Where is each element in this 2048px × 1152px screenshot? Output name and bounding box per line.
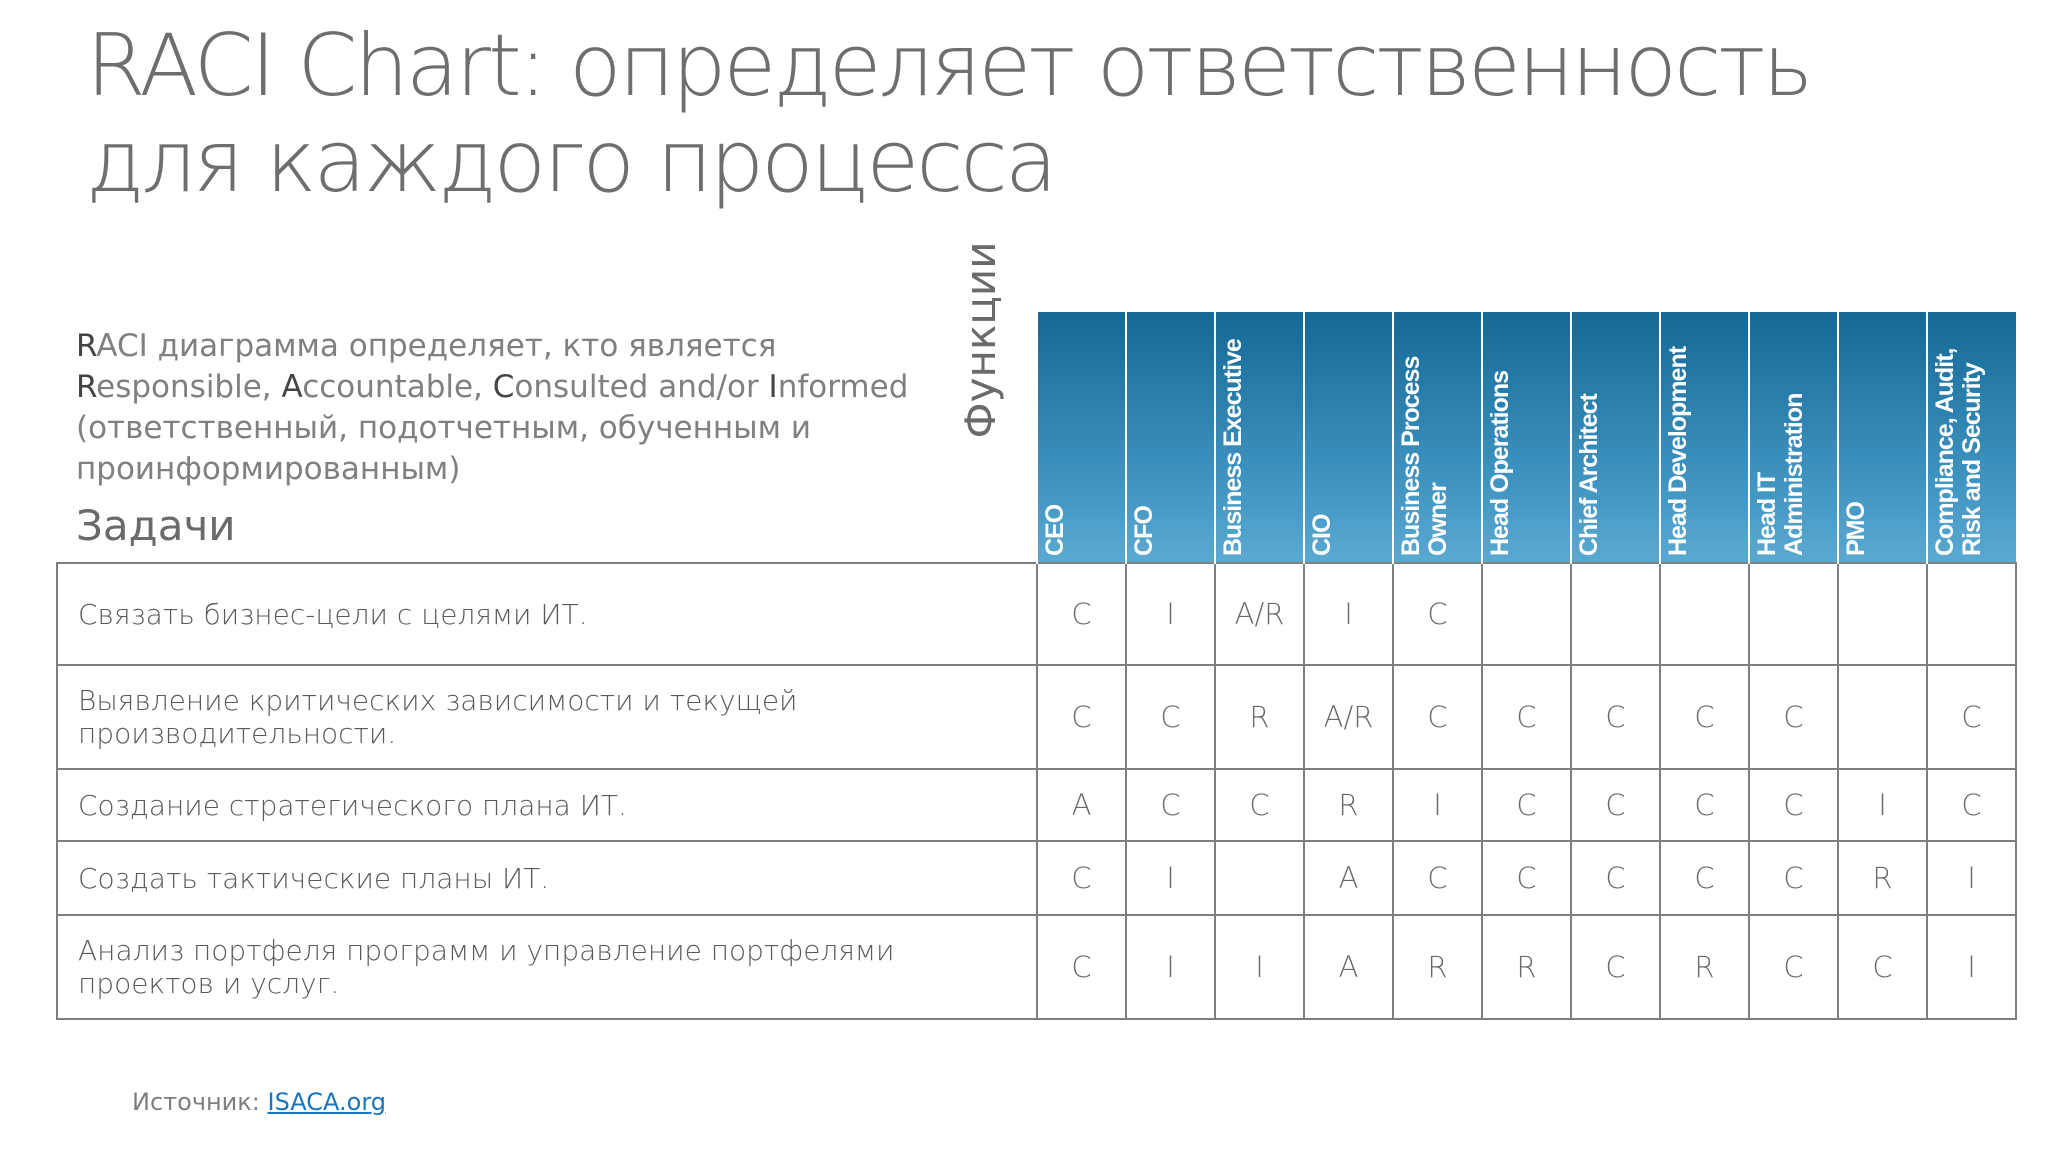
role-header xyxy=(1037,312,1126,563)
intro-fragment: nformed (ответственный, подотчетным, обученным и проинформированным) xyxy=(76,369,909,487)
raci-cell: I xyxy=(1304,563,1393,665)
intro-fragment: onsulted and/or xyxy=(514,369,769,405)
raci-cell xyxy=(1927,563,2016,665)
raci-cell: C xyxy=(1393,665,1482,769)
raci-cell: I xyxy=(1838,769,1927,841)
intro-fragment: ccountable, xyxy=(302,369,493,405)
role-label: CIO xyxy=(1308,514,1336,556)
intro-initial: A xyxy=(281,369,303,405)
raci-cell: C xyxy=(1571,665,1660,769)
raci-cell xyxy=(1215,841,1304,915)
role-label: Business Executive xyxy=(1219,339,1247,556)
raci-cell: I xyxy=(1393,769,1482,841)
raci-cell xyxy=(1660,563,1749,665)
raci-cell: C xyxy=(1393,563,1482,665)
raci-cell xyxy=(1482,563,1571,665)
intro-fragment: esponsible, xyxy=(96,369,282,405)
role-label: CEO xyxy=(1041,504,1069,556)
table-row xyxy=(57,769,2016,841)
task-cell: Анализ портфеля программ и управление портфелями проектов и услуг. xyxy=(57,915,1037,1019)
raci-cell: I xyxy=(1927,915,2016,1019)
raci-cell: C xyxy=(1126,769,1215,841)
role-header xyxy=(1393,312,1482,563)
raci-cell: R xyxy=(1215,665,1304,769)
raci-cell: R xyxy=(1393,915,1482,1019)
task-cell: Связать бизнес-цели с целями ИТ. xyxy=(57,563,1037,665)
role-label: Head IT Administration xyxy=(1753,393,1808,556)
task-cell: Создать тактические планы ИТ. xyxy=(57,841,1037,915)
raci-cell: C xyxy=(1927,665,2016,769)
role-label: Chief Architect xyxy=(1575,394,1603,556)
raci-cell: I xyxy=(1215,915,1304,1019)
raci-cell: I xyxy=(1126,563,1215,665)
raci-cell: C xyxy=(1838,915,1927,1019)
raci-cell: A/R xyxy=(1215,563,1304,665)
raci-cell: C xyxy=(1749,841,1838,915)
source-label: Источник: xyxy=(132,1088,268,1116)
table-row xyxy=(57,563,2016,665)
raci-cell: C xyxy=(1749,665,1838,769)
page-title: RACI Chart: определяет ответственность для каждого процесса xyxy=(86,16,1811,212)
role-header xyxy=(1660,312,1749,563)
functions-label: Функции xyxy=(956,241,1005,439)
table-row xyxy=(57,915,2016,1019)
header-row xyxy=(57,312,2016,563)
header-corner xyxy=(57,312,1037,563)
raci-cell: C xyxy=(1037,841,1126,915)
raci-cell: A xyxy=(1304,841,1393,915)
raci-cell: R xyxy=(1304,769,1393,841)
raci-cell: C xyxy=(1571,841,1660,915)
raci-cell xyxy=(1838,665,1927,769)
role-header xyxy=(1571,312,1660,563)
raci-cell: C xyxy=(1482,841,1571,915)
task-cell: Создание стратегического плана ИТ. xyxy=(57,769,1037,841)
raci-cell: C xyxy=(1037,915,1126,1019)
role-header xyxy=(1749,312,1838,563)
raci-cell: A/R xyxy=(1304,665,1393,769)
role-header xyxy=(1927,312,2016,563)
table-row xyxy=(57,841,2016,915)
raci-cell: A xyxy=(1304,915,1393,1019)
raci-cell: A xyxy=(1037,769,1126,841)
intro-initial: I xyxy=(768,369,778,405)
raci-cell: R xyxy=(1482,915,1571,1019)
intro-initial: R xyxy=(76,369,97,405)
raci-cell: C xyxy=(1571,769,1660,841)
raci-cell: C xyxy=(1215,769,1304,841)
raci-cell: C xyxy=(1571,915,1660,1019)
role-header xyxy=(1215,312,1304,563)
raci-cell: C xyxy=(1749,769,1838,841)
role-header xyxy=(1838,312,1927,563)
raci-cell: C xyxy=(1749,915,1838,1019)
raci-cell: C xyxy=(1037,665,1126,769)
raci-cell xyxy=(1749,563,1838,665)
role-header xyxy=(1482,312,1571,563)
intro-initial: C xyxy=(492,369,515,405)
tasks-label: Задачи xyxy=(76,501,236,550)
raci-cell xyxy=(1838,563,1927,665)
raci-cell: C xyxy=(1660,841,1749,915)
role-header xyxy=(1126,312,1215,563)
raci-cell: C xyxy=(1126,665,1215,769)
raci-cell: R xyxy=(1838,841,1927,915)
raci-cell: I xyxy=(1126,915,1215,1019)
role-label: PMO xyxy=(1842,502,1870,556)
role-label: Compliance, Audit, Risk and Security xyxy=(1931,348,1986,556)
role-label: CFO xyxy=(1130,506,1158,556)
intro-initial: R xyxy=(76,328,97,364)
task-cell: Выявление критических зависимости и текущей производительности. xyxy=(57,665,1037,769)
source-note xyxy=(132,1088,386,1116)
raci-cell: C xyxy=(1482,769,1571,841)
table-row xyxy=(57,665,2016,769)
raci-cell: C xyxy=(1660,665,1749,769)
raci-table xyxy=(56,312,2017,1020)
source-link[interactable]: ISACA.org xyxy=(267,1088,386,1116)
raci-cell: C xyxy=(1393,841,1482,915)
role-label: Head Operations xyxy=(1486,370,1514,556)
raci-cell: I xyxy=(1126,841,1215,915)
raci-cell: C xyxy=(1660,769,1749,841)
raci-cell: I xyxy=(1927,841,2016,915)
raci-cell: C xyxy=(1482,665,1571,769)
role-header xyxy=(1304,312,1393,563)
raci-cell: C xyxy=(1037,563,1126,665)
role-label: Head Development xyxy=(1664,346,1692,556)
intro-fragment: ACI диаграмма определяет, кто является xyxy=(96,328,777,364)
raci-cell: C xyxy=(1927,769,2016,841)
role-label: Business Process Owner xyxy=(1397,356,1452,556)
raci-cell: R xyxy=(1660,915,1749,1019)
raci-cell xyxy=(1571,563,1660,665)
